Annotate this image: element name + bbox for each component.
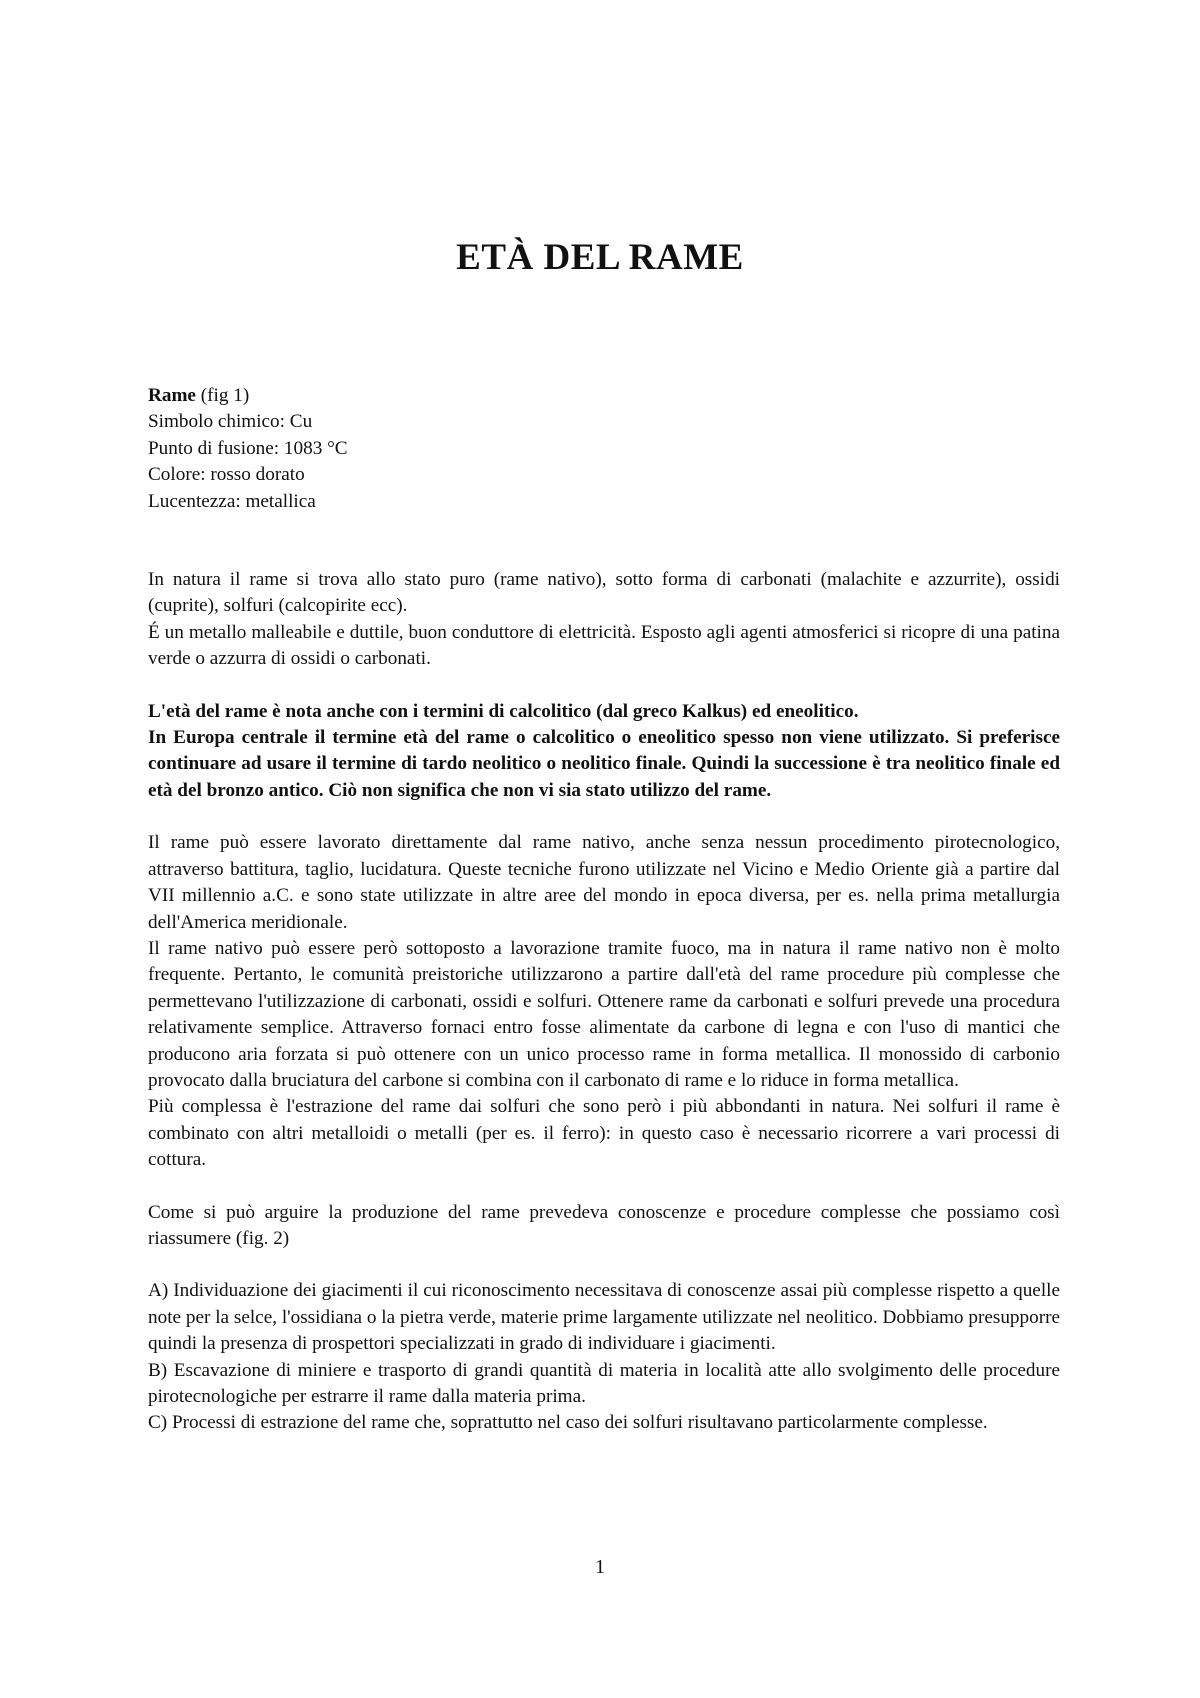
page-number: 1	[595, 1556, 605, 1578]
paragraph-lavorato: Il rame può essere lavorato direttamente dal rame nativo, anche senza nessun procedimento pirotecnologico, attraverso battitura, taglio, lucidatura. Queste tecniche furono utilizzate nel Vicino e Medio Oriente già a partire dal VII millennio a.C. e sono state utilizzate in altre aree del mondo in epoca diversa, per es. nella prima metallurgia dell'America meridionale.	[148, 832, 1060, 933]
property-line: Lucentezza: metallica	[148, 490, 316, 512]
paragraph-bold-europa: In Europa centrale il termine età del rame o calcolitico o eneolitico spesso non viene utilizzato. Si preferisce continuare ad usare il termine di tardo neolitico o neolitico finale. Quindi la successione è tra neolitico finale ed età del bronzo antico. Ciò non significa che non vi sia stato utilizzo del rame.	[148, 727, 1060, 801]
property-line: Punto di fusione: 1083 °C	[148, 437, 348, 459]
page-title: ETÀ DEL RAME	[456, 237, 744, 278]
paragraph-natura: In natura il rame si trova allo stato puro (rame nativo), sotto forma di carbonati (malachite e azzurrite), ossidi (cuprite), solfuri (calcopirite ecc).	[148, 569, 1060, 617]
step-b: B) Escavazione di miniere e trasporto di grandi quantità di materia in località atte allo svolgimento delle procedure pirotecnologiche per estrarre il rame dalla materia prima.	[148, 1359, 1060, 1407]
step-a: A) Individuazione dei giacimenti il cui riconoscimento necessitava di conoscenze assai più complesse rispetto a quelle note per la selce, l'ossidiana o la pietra verde, materie prime largamente utilizzate nel neolitico. Dobbiamo presupporre quindi la presenza di prospettori specializzati in grado di individuare i giacimenti.	[148, 1280, 1060, 1355]
rame-heading-line	[148, 383, 1060, 409]
property-line: Colore: rosso dorato	[148, 464, 305, 486]
paragraph-metallo: É un metallo malleabile e duttile, buon conduttore di elettricità. Esposto agli agenti atmosferici si ricopre di una patina verde o azzurra di ossidi o carbonati.	[148, 621, 1060, 670]
paragraph-arguire: Come si può arguire la produzione del rame prevedeva conoscenze e procedure complesse che possiamo così riassumere (fig. 2)	[148, 1201, 1060, 1249]
paragraph-fuoco: Il rame nativo può essere però sottoposto a lavorazione tramite fuoco, ma in natura il rame nativo non è molto frequente. Pertanto, le comunità preistoriche utilizzarono a partire dall'età del rame procedure più complesse che permettevano l'utilizzazione di carbonati, ossidi e solfuri. Ottenere rame da carbonati e solfuri prevede una procedura relativamente semplice. Attraverso fornaci entro fosse alimentate da carbone di legna e con l'uso di mantici che producono aria forzata si può ottenere con un unico processo rame in forma metallica. Il monossido di carbonio provocato dalla bruciatura del carbone si combina con il carbonato di rame e lo riduce in forma metallica.	[148, 937, 1060, 1091]
paragraph-solfuri: Più complessa è l'estrazione del rame dai solfuri che sono però i più abbondanti in natura. Nei solfuri il rame è combinato con altri metalloidi o metalli (per es. il ferro): in questo caso è necessario ricorrere a vari processi di cottura.	[148, 1096, 1060, 1171]
step-c: C) Processi di estrazione del rame che, soprattutto nel caso dei solfuri risultavano particolarmente complesse.	[148, 1412, 988, 1434]
document-body	[148, 383, 1060, 1437]
property-line: Simbolo chimico: Cu	[148, 411, 313, 433]
rame-properties	[148, 383, 1060, 515]
rame-heading: Rame	[148, 385, 196, 406]
paragraph-bold-intro: L'età del rame è nota anche con i termini di calcolitico (dal greco Kalkus) ed eneolitico.	[148, 700, 859, 722]
fig-ref: (fig 1)	[195, 385, 250, 406]
